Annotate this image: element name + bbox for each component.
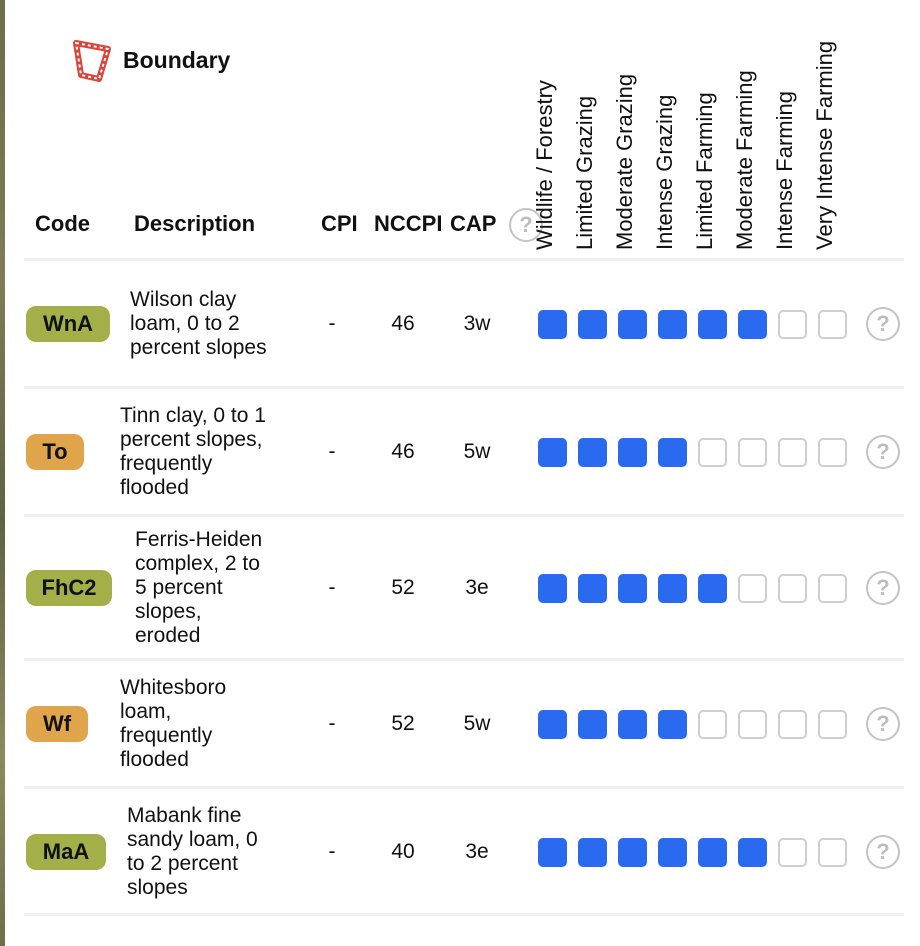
header-cap: CAP xyxy=(450,211,497,236)
soil-code-badge[interactable]: To xyxy=(26,434,84,470)
capability-square xyxy=(778,838,807,867)
boundary-control[interactable] xyxy=(72,38,239,82)
capability-square xyxy=(658,574,687,603)
header-nccpi: NCCPI xyxy=(374,211,443,236)
description-line: eroded xyxy=(135,624,201,647)
capability-square xyxy=(658,710,687,739)
polygon-boundary-icon xyxy=(72,38,114,82)
nccpi-value: 52 xyxy=(391,576,415,599)
description-line: complex, 2 to xyxy=(135,552,260,575)
header-class-label: Intense Farming xyxy=(772,91,797,250)
capability-square xyxy=(698,310,727,339)
cap-value: 3e xyxy=(465,840,489,863)
capability-square xyxy=(778,710,807,739)
cpi-value: - xyxy=(328,840,336,863)
capability-square xyxy=(738,838,767,867)
divider xyxy=(24,786,904,789)
capability-square xyxy=(818,310,847,339)
divider xyxy=(24,913,904,916)
capability-square xyxy=(578,438,607,467)
capability-square xyxy=(738,574,767,603)
description-line: Wilson clay xyxy=(130,288,237,311)
cpi-value: - xyxy=(328,312,336,335)
header-class-label: Limited Farming xyxy=(692,92,717,250)
description-line: Ferris-Heiden xyxy=(135,528,263,551)
capability-square xyxy=(698,838,727,867)
description-line: loam, 0 to 2 xyxy=(130,312,240,335)
soil-code-badge[interactable]: MaA xyxy=(26,834,106,870)
header-class-label: Moderate Grazing xyxy=(612,73,637,250)
description-line: percent slopes, xyxy=(120,428,263,451)
description-line: sandy loam, 0 xyxy=(127,828,258,851)
row-help-icon[interactable]: ? xyxy=(866,435,900,469)
description-line: slopes xyxy=(127,876,188,899)
cap-value: 5w xyxy=(463,440,491,463)
header-description: Description xyxy=(134,211,256,236)
description-line: percent slopes xyxy=(130,336,267,359)
description-line: frequently xyxy=(120,724,213,747)
capability-square xyxy=(818,838,847,867)
header-class-label: Limited Grazing xyxy=(572,95,597,250)
soil-code-badge[interactable]: Wf xyxy=(26,706,88,742)
capability-square xyxy=(778,574,807,603)
soil-code-badge[interactable]: WnA xyxy=(26,306,110,342)
header-class-label: Intense Grazing xyxy=(652,94,677,250)
capability-square xyxy=(538,310,567,339)
capability-square xyxy=(618,574,647,603)
cap-value: 3w xyxy=(463,312,491,335)
cpi-value: - xyxy=(328,576,336,599)
description-line: flooded xyxy=(120,748,189,771)
capability-square xyxy=(818,574,847,603)
capability-square xyxy=(778,310,807,339)
cap-value: 3e xyxy=(465,576,489,599)
row-help-icon[interactable]: ? xyxy=(866,307,900,341)
header-class-label: Very Intense Farming xyxy=(812,40,837,250)
soil-description xyxy=(130,288,267,360)
capability-square xyxy=(818,710,847,739)
capability-square xyxy=(538,438,567,467)
description-line: loam, xyxy=(120,700,172,723)
divider xyxy=(24,258,904,261)
cpi-value: - xyxy=(328,440,336,463)
description-line: to 2 percent xyxy=(127,852,238,875)
cpi-value: - xyxy=(328,712,336,735)
map-edge xyxy=(0,0,5,946)
soil-code-badge[interactable]: FhC2 xyxy=(26,570,112,606)
divider xyxy=(24,658,904,661)
soil-description xyxy=(127,804,258,900)
nccpi-value: 40 xyxy=(391,840,415,863)
description-line: flooded xyxy=(120,476,189,499)
capability-square xyxy=(618,438,647,467)
row-help-icon[interactable]: ? xyxy=(866,707,900,741)
nccpi-value: 46 xyxy=(391,440,415,463)
capability-square xyxy=(578,574,607,603)
description-line: Whitesboro xyxy=(120,676,227,699)
description-line: Tinn clay, 0 to 1 xyxy=(120,404,266,427)
description-line: 5 percent xyxy=(135,576,223,599)
boundary-label: Boundary xyxy=(123,46,231,73)
capability-square xyxy=(698,574,727,603)
nccpi-value: 46 xyxy=(391,312,415,335)
nccpi-value: 52 xyxy=(391,712,415,735)
divider xyxy=(24,386,904,389)
capability-square xyxy=(538,574,567,603)
capability-square xyxy=(818,438,847,467)
capability-square xyxy=(738,310,767,339)
capability-square xyxy=(538,838,567,867)
capability-square xyxy=(738,710,767,739)
capability-square xyxy=(538,710,567,739)
soil-description xyxy=(135,528,262,648)
capability-square xyxy=(578,838,607,867)
soil-description xyxy=(120,676,226,772)
capability-square xyxy=(658,310,687,339)
row-help-icon[interactable]: ? xyxy=(866,571,900,605)
capability-square xyxy=(698,710,727,739)
capability-square xyxy=(658,438,687,467)
divider xyxy=(24,514,904,517)
description-line: frequently xyxy=(120,452,213,475)
description-line: slopes, xyxy=(135,600,202,623)
description-line: Mabank fine xyxy=(127,804,242,827)
capability-square xyxy=(778,438,807,467)
cap-value: 5w xyxy=(463,712,491,735)
capability-square xyxy=(698,438,727,467)
header-cpi: CPI xyxy=(321,211,358,236)
row-help-icon[interactable]: ? xyxy=(866,835,900,869)
header-help-icon[interactable]: ? xyxy=(509,208,543,242)
header-class-label: Moderate Farming xyxy=(732,70,757,250)
capability-square xyxy=(578,310,607,339)
capability-square xyxy=(658,838,687,867)
capability-square xyxy=(578,710,607,739)
capability-square xyxy=(618,838,647,867)
soil-description xyxy=(120,404,266,500)
capability-square xyxy=(618,310,647,339)
capability-square xyxy=(738,438,767,467)
header-code: Code xyxy=(35,211,90,236)
header-class-label: Wildlife / Forestry xyxy=(532,80,557,250)
capability-square xyxy=(618,710,647,739)
